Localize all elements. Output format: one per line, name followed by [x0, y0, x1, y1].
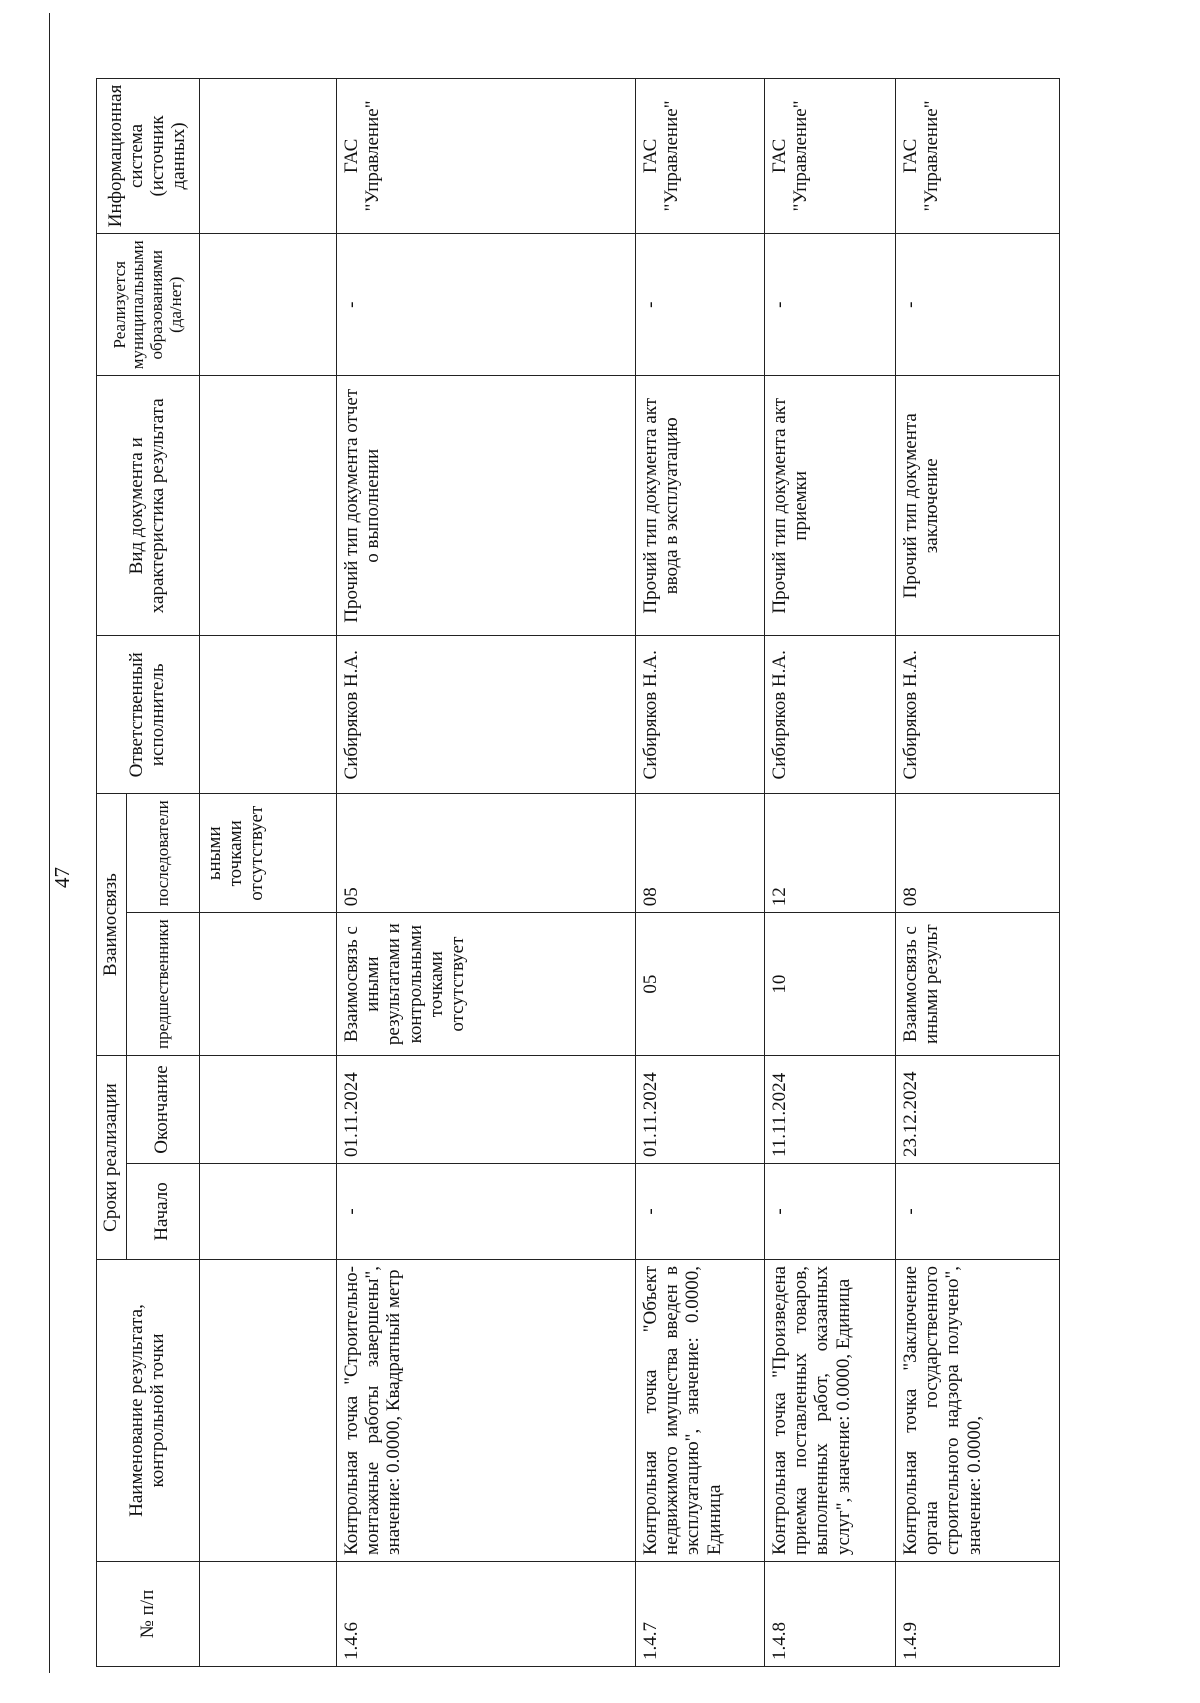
row-start: - [764, 1164, 895, 1260]
header-responsible: Ответственный исполнитель [97, 636, 200, 794]
row-municipal: - [895, 234, 1059, 376]
row-predecessors: Взаимосвязь с иными результатами и контрольными точками отсутствует [336, 913, 635, 1056]
header-start: Начало [126, 1164, 199, 1260]
table-row [635, 78, 764, 1666]
row-start: - [635, 1164, 764, 1260]
header-name: Наименование результата, контрольной точки [97, 1260, 200, 1562]
row-num: 1.4.7 [635, 1562, 764, 1667]
row-doc-type: Прочий тип документа акт ввода в эксплуатацию [635, 376, 764, 636]
header-info-system: Информационная система (источник данных) [97, 78, 200, 234]
table-row [764, 78, 895, 1666]
row-end: 11.11.2024 [764, 1056, 895, 1164]
row-num: 1.4.9 [895, 1562, 1059, 1667]
row-num: 1.4.8 [764, 1562, 895, 1667]
row-predecessors: 05 [635, 913, 764, 1056]
row-predecessors: Взаимосвязь с иными результ [895, 913, 1059, 1056]
header-predecessors: предшественники [126, 913, 199, 1056]
header-doc-type: Вид документа и характеристика результата [97, 376, 200, 636]
header-terms: Сроки реализации [97, 1056, 127, 1260]
row-info-system: ГАС "Управление" [336, 78, 635, 234]
row-successors: 05 [336, 794, 635, 913]
row-end: 01.11.2024 [336, 1056, 635, 1164]
header-successors: последователи [126, 794, 199, 913]
row-info-system: ГАС "Управление" [635, 78, 764, 234]
row-doc-type: Прочий тип документа отчет о выполнении [336, 376, 635, 636]
row-responsible: Сибиряков Н.А. [895, 636, 1059, 794]
row-responsible: Сибиряков Н.А. [336, 636, 635, 794]
row-name: Контрольная точка "Строительно-монтажные работы завершены", значение: 0.0000, Квадратный метр [336, 1260, 635, 1562]
row-end: 23.12.2024 [895, 1056, 1059, 1164]
table-row [336, 78, 635, 1666]
row-name: Контрольная точка "Объект недвижимого имущества введен в эксплуатацию", значение: 0.0000, Единица [635, 1260, 764, 1562]
row-municipal: - [336, 234, 635, 376]
row-info-system: ГАС "Управление" [895, 78, 1059, 234]
row-responsible: Сибиряков Н.А. [764, 636, 895, 794]
row-num: 1.4.6 [336, 1562, 635, 1667]
row-start: - [336, 1164, 635, 1260]
row-successors: 12 [764, 794, 895, 913]
table-row [895, 78, 1059, 1666]
header-end: Окончание [126, 1056, 199, 1164]
carryover-row [199, 78, 336, 1666]
header-municipal: Реализуется муниципальными образованиями (да/нет) [97, 234, 200, 376]
row-doc-type: Прочий тип документа акт приемки [764, 376, 895, 636]
row-municipal: - [764, 234, 895, 376]
carryover-successors: ьными точками отсутствует [199, 794, 336, 913]
row-successors: 08 [635, 794, 764, 913]
header-relation: Взаимосвязь [97, 794, 127, 1056]
row-successors: 08 [895, 794, 1059, 913]
top-rule [49, 13, 50, 1673]
row-end: 01.11.2024 [635, 1056, 764, 1164]
row-responsible: Сибиряков Н.А. [635, 636, 764, 794]
header-row-1 [97, 78, 127, 1666]
row-predecessors: 10 [764, 913, 895, 1056]
row-doc-type: Прочий тип документа заключение [895, 376, 1059, 636]
row-name: Контрольная точка "Произведена приемка поставленных товаров, выполненных работ, оказанных услуг", значение: 0.0000, Единица [764, 1260, 895, 1562]
row-municipal: - [635, 234, 764, 376]
header-num: № п/п [97, 1562, 200, 1667]
page-number: 47 [50, 867, 74, 888]
row-start: - [895, 1164, 1059, 1260]
row-info-system: ГАС "Управление" [764, 78, 895, 234]
control-points-table [96, 78, 1060, 1667]
row-name: Контрольная точка "Заключение органа государственного строительного надзора получено", значение: 0.0000, [895, 1260, 1059, 1562]
